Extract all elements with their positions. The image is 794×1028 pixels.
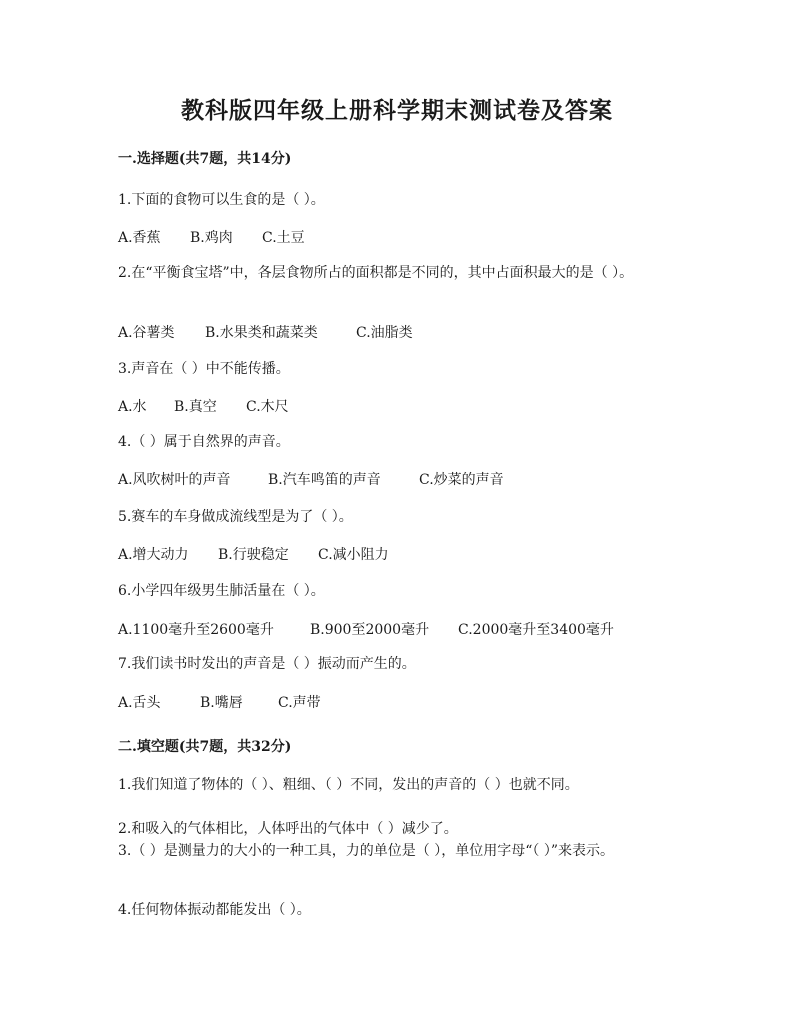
option-b: B.水果类和蔬菜类 — [205, 325, 318, 341]
option-c: C.油脂类 — [356, 325, 413, 341]
option-b: B.真空 — [174, 399, 217, 415]
question-4: 4.（ ）属于自然界的声音。 — [118, 434, 290, 450]
options-5 — [118, 544, 389, 564]
section-heading-choice: 一.选择题(共7题，共14分) — [118, 151, 292, 167]
option-a: A.谷薯类 — [118, 325, 175, 341]
fill-question-3: 3.（ ）是测量力的大小的一种工具，力的单位是（ ），单位用字母“（ ）”来表示。 — [118, 843, 615, 859]
question-1: 1.下面的食物可以生食的是（ ）。 — [118, 192, 325, 208]
option-c: C.减小阻力 — [318, 547, 389, 563]
option-a: A.水 — [118, 399, 147, 415]
option-b: B.汽车鸣笛的声音 — [268, 472, 381, 488]
page-title: 教科版四年级上册科学期末测试卷及答案 — [181, 97, 613, 124]
question-5: 5.赛车的车身做成流线型是为了（ ）。 — [118, 509, 353, 525]
option-b: B.行驶稳定 — [218, 547, 289, 563]
options-4 — [118, 469, 504, 489]
options-6 — [118, 619, 614, 639]
fill-question-1: 1.我们知道了物体的（ ）、粗细、（ ）不同，发出的声音的（ ）也就不同。 — [118, 777, 579, 793]
question-2: 2.在“平衡食宝塔”中，各层食物所占的面积都是不同的，其中占面积最大的是（ ）。 — [118, 265, 634, 281]
option-a: A.香蕉 — [118, 230, 161, 246]
option-b: B.嘴唇 — [200, 695, 243, 711]
fill-question-4: 4.任何物体振动都能发出（ ）。 — [118, 902, 311, 918]
option-a: A.1100毫升至2600毫升 — [118, 622, 274, 638]
option-c: C.2000毫升至3400毫升 — [458, 622, 614, 638]
options-1 — [118, 227, 305, 247]
options-2 — [118, 322, 413, 342]
option-b: B.鸡肉 — [190, 230, 233, 246]
question-3: 3.声音在（ ）中不能传播。 — [118, 361, 290, 377]
fill-question-2: 2.和吸入的气体相比，人体呼出的气体中（ ）减少了。 — [118, 821, 458, 837]
option-c: C.土豆 — [262, 230, 305, 246]
section-heading-fill: 二.填空题(共7题，共32分) — [118, 739, 292, 755]
option-a: A.舌头 — [118, 695, 161, 711]
option-b: B.900至2000毫升 — [310, 622, 430, 638]
option-c: C.木尺 — [246, 399, 289, 415]
options-7 — [118, 692, 321, 712]
option-a: A.增大动力 — [118, 547, 189, 563]
option-c: C.炒菜的声音 — [419, 472, 504, 488]
option-a: A.风吹树叶的声音 — [118, 472, 231, 488]
question-7: 7.我们读书时发出的声音是（ ）振动而产生的。 — [118, 656, 416, 672]
options-3 — [118, 396, 289, 416]
question-6: 6.小学四年级男生肺活量在（ ）。 — [118, 583, 325, 599]
option-c: C.声带 — [278, 695, 321, 711]
